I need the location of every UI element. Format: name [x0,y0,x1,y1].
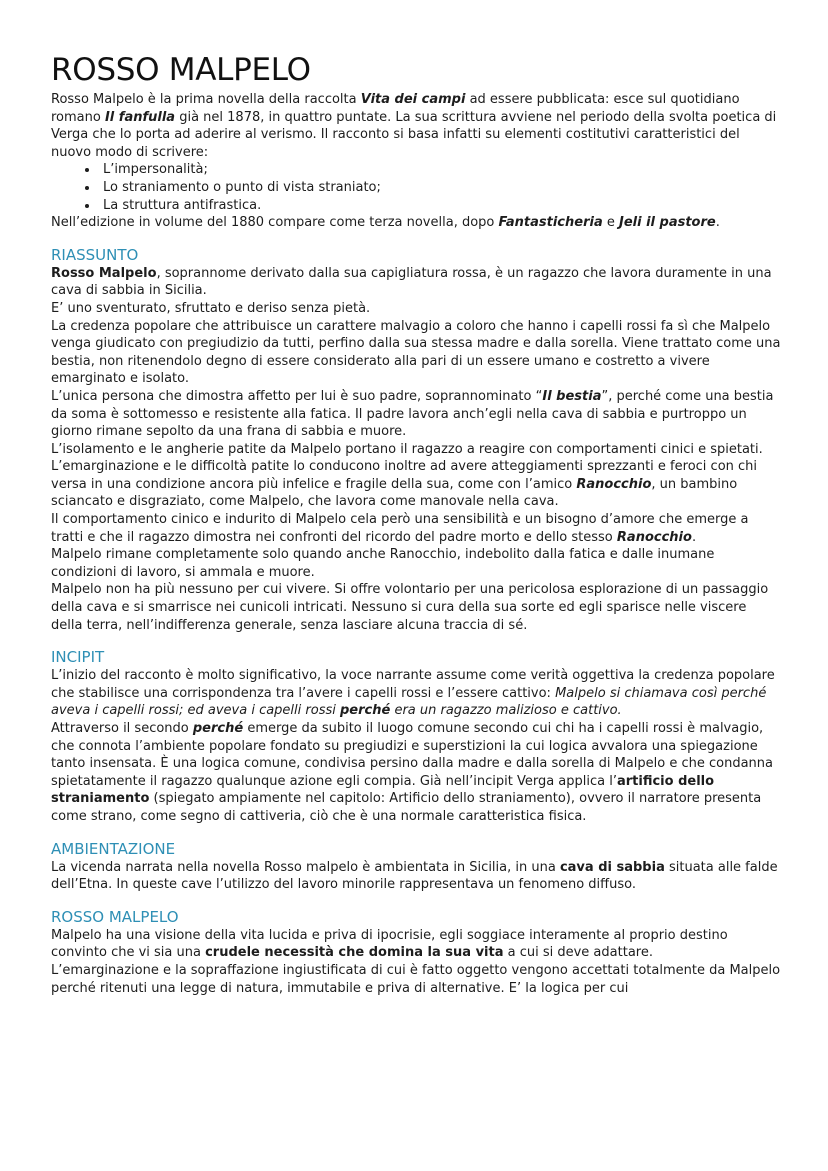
list-item: • La struttura antifrastica. [99,197,781,215]
section-heading-ambientazione: AMBIENTAZIONE [51,839,176,858]
list-item: • L’impersonalità; [99,161,781,179]
intro-paragraph-2: Nell’edizione in volume del 1880 compare come terza novella, dopo Fantasticheria e Jeli il pastore. [51,215,720,231]
intro-paragraph: Rosso Malpelo è la prima novella della raccolta Vita dei campi ad essere pubblicata: esce sul quotidiano romano Il fanfulla già nel 1878, in quattro puntate. La sua scrittura avviene nel periodo della svolta poetica di Verga che lo porta ad aderire al verismo. Il racconto si basa infatti su elementi costitutivi caratteristici del nuovo modo di scrivere: [51,92,777,160]
paragraph: L’emarginazione e la sopraffazione ingiustificata di cui è fatto oggetto vengono accettati totalmente da Malpelo perché ritenuti una legge di natura, immutabile e priva di alternative. E’ la logica per cui [51,962,781,996]
paragraph: Attraverso il secondo perché emerge da subito il luogo comune secondo cui chi ha i capelli rossi è malvagio, che connota l’ambiente popolare fondato su pregiudizi e superstizioni la cui logica avvalora una spiegazione tanto insensata. È una logica comune, condivisa persino dalla madre e dalla sorella di Malpelo e che condanna spietatamente il ragazzo qualunque azione egli compia. Già nell’incipit Verga applica l’artificio dello straniamento (spiegato ampiamente nel capitolo: Artificio dello straniamento), ovvero il narratore presenta come strano, come segno di cattiveria, ciò che è una normale caratteristica fisica. [51,721,773,824]
page-title: ROSSO MALPELO [51,52,311,88]
paragraph: L’isolamento e le angherie patite da Malpelo portano il ragazzo a reagire con comportamenti cinici e spietati. L’emarginazione e le difficoltà patite lo conducono inoltre ad avere atteggiamenti sprezzanti e feroci con chi versa in una condizione ancora più infelice e fragile della sua, come con l’amico Ranocchio, un bambino sciancato e disgraziato, come Malpelo, che lavora come manovale nella cava. [51,441,763,510]
list-item: • Lo straniamento o punto di vista straniato; [99,179,781,197]
document-page [51,52,781,997]
section-heading-incipit: INCIPIT [51,648,105,667]
paragraph: La credenza popolare che attribuisce un carattere malvagio a coloro che hanno i capelli rossi fa sì che Malpelo venga giudicato con pregiudizio da tutti, perfino dalla sua stessa madre e dalla sorella. Viene trattato come una bestia, non ritenendolo degno di essere considerato alla pari di un essere umano e costretto a vivere emarginato e isolato. [51,318,781,387]
paragraph: E’ uno sventurato, sfruttato e deriso senza pietà. [51,300,371,316]
paragraph: Malpelo ha una visione della vita lucida e priva di ipocrisie, egli soggiace interamente al proprio destino convinto che vi sia una crudele necessità che domina la sua vita a cui si deve adattare. [51,927,728,961]
paragraph: Malpelo rimane completamente solo quando anche Ranocchio, indebolito dalla fatica e dalle inumane condizioni di lavoro, si ammala e muore. [51,547,715,580]
section-heading-riassunto: RIASSUNTO [51,245,139,264]
paragraph: L’unica persona che dimostra affetto per lui è suo padre, soprannominato “Il bestia”, perché come una bestia da soma è sottomesso e resistente alla fatica. Il padre lavora anch’egli nella cava di sabbia e purtroppo un giorno rimane sepolto da una frana di sabbia e muore. [51,388,774,440]
paragraph: L’inizio del racconto è molto significativo, la voce narrante assume come verità oggettiva la credenza popolare che stabilisce una corrispondenza tra l’avere i capelli rossi e l’essere cattivo: Malpelo si chiamava così perché aveva i capelli rossi; ed aveva i capelli rossi perché era un ragazzo malizioso e cattivo. [51,668,775,719]
paragraph: Rosso Malpelo, soprannome derivato dalla sua capigliatura rossa, è un ragazzo che lavora duramente in una cava di sabbia in Sicilia. [51,265,772,299]
features-list [51,161,781,214]
paragraph: Malpelo non ha più nessuno per cui vivere. Si offre volontario per una pericolosa esplorazione di un passaggio della cava e si smarrisce nei cunicoli intricati. Nessuno si cura della sua sorte ed egli sparisce nelle viscere della terra, nell’indifferenza generale, senza lasciare alcuna traccia di sé. [51,582,769,633]
paragraph: Il comportamento cinico e indurito di Malpelo cela però una sensibilità e un bisogno d’amore che emerge a tratti e che il ragazzo dimostra nei confronti del ricordo del padre morto e dello stesso Ranocchio. [51,512,749,545]
paragraph: La vicenda narrata nella novella Rosso malpelo è ambientata in Sicilia, in una cava di sabbia situata alle falde dell’Etna. In queste cave l’utilizzo del lavoro minorile rappresentava un fenomeno diffuso. [51,859,778,893]
section-heading-rosso-malpelo: ROSSO MALPELO [51,907,179,926]
